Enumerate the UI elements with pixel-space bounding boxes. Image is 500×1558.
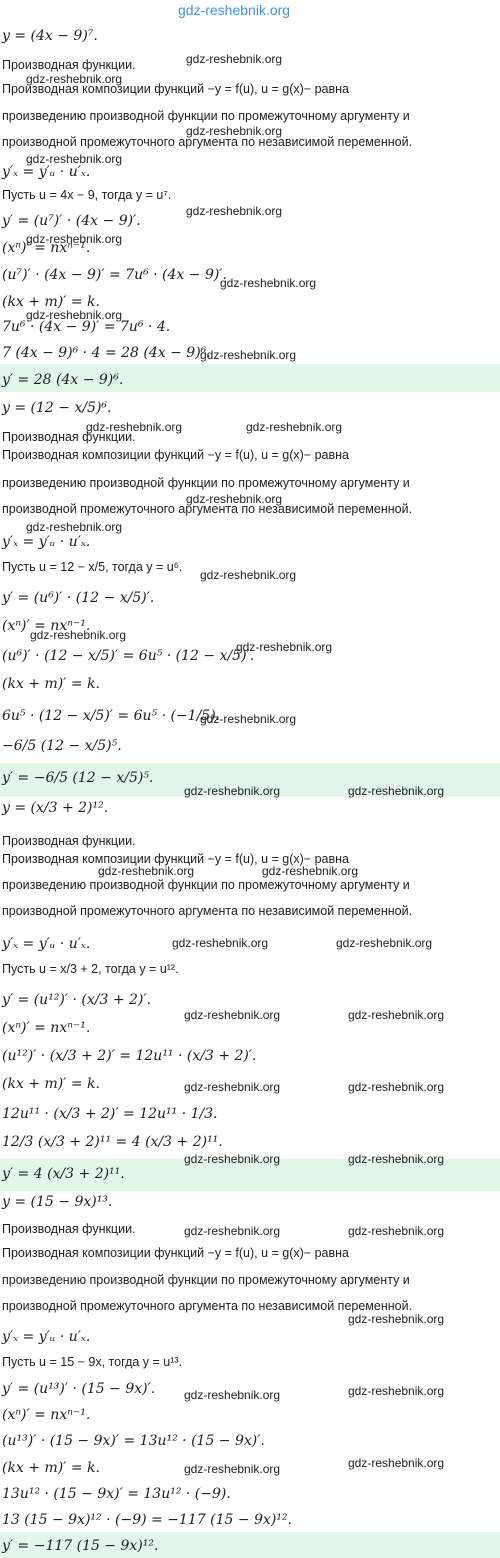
watermark-text: gdz-reshebnik.org [184,1008,281,1022]
watermark-text: gdz-reshebnik.org [86,420,183,434]
formula-line: y′ = (u¹²)′ · (x/3 + 2)′. [2,992,152,1008]
formula-line: y = (4x − 9)⁷. [2,28,98,44]
text-line: Производная композиции функций −y = f(u), u = g(x)− равна [2,82,349,96]
watermark-text: gdz-reshebnik.org [184,1224,281,1238]
formula-line: (u⁷)′ · (4x − 9)′ = 7u⁶ · (4x − 9)′. [2,267,227,283]
formula-line: y′ₓ = y′ᵤ · u′ₓ. [2,1329,91,1345]
watermark-text: gdz-reshebnik.org [26,72,123,86]
text-line: Производная функции. [2,58,136,72]
formula-line: 6u⁵ · (12 − x/5)′ = 6u⁵ · (−1/5). [2,708,221,724]
watermark-text: gdz-reshebnik.org [26,520,123,534]
watermark-text: gdz-reshebnik.org [184,1388,281,1402]
watermark-text: gdz-reshebnik.org [200,712,297,726]
watermark-text: gdz-reshebnik.org [246,420,343,434]
watermark-text: gdz-reshebnik.org [348,1008,445,1022]
watermark-text: gdz-reshebnik.org [184,784,281,798]
watermark-text: gdz-reshebnik.org [26,308,123,322]
text-line: произведению производной функции по промежуточному аргументу и [2,878,410,892]
formula-line: 12u¹¹ · (x/3 + 2)′ = 12u¹¹ · 1/3. [2,1106,218,1122]
text-line: Пусть u = 15 − 9x, тогда y = u¹³. [2,1355,183,1369]
formula-line: (kx + m)′ = k. [2,1460,100,1476]
watermark-text: gdz-reshebnik.org [186,52,283,66]
text-line: Производная функции. [2,834,136,848]
watermark-text: gdz-reshebnik.org [348,784,445,798]
formula-line: (kx + m)′ = k. [2,294,100,310]
formula-line: −6/5 (12 − x/5)⁵. [2,738,122,754]
text-line: Пусть u = x/3 + 2, тогда y = u¹². [2,962,179,976]
text-line: произведению производной функции по промежуточному аргументу и [2,476,410,490]
formula-line: (kx + m)′ = k. [2,676,100,692]
formula-line: 13 (15 − 9x)¹² · (−9) = −117 (15 − 9x)¹². [2,1512,292,1528]
watermark-text: gdz-reshebnik.org [184,1152,281,1166]
text-line: Производная функции. [2,430,136,444]
formula-line: 13u¹² · (15 − 9x)′ = 13u¹² · (−9). [2,1486,231,1502]
watermark-text: gdz-reshebnik.org [184,1462,281,1476]
formula-line: y = (15 − 9x)¹³. [2,1194,113,1210]
watermark-text: gdz-reshebnik.org [348,1312,445,1326]
watermark-text: gdz-reshebnik.org [200,568,297,582]
text-line: производной промежуточного аргумента по независимой переменной. [2,1299,413,1313]
formula-line: (u¹²)′ · (x/3 + 2)′ = 12u¹¹ · (x/3 + 2)′. [2,1048,257,1064]
watermark-text: gdz-reshebnik.org [26,152,123,166]
text-line: Производная функции. [2,1222,136,1236]
watermark-text: gdz-reshebnik.org [200,348,297,362]
formula-line: y = (x/3 + 2)¹². [2,800,109,816]
formula-line: y′ = (u⁷)′ · (4x − 9)′. [2,213,141,229]
text-line: Производная композиции функций −y = f(u), u = g(x)− равна [2,852,349,866]
watermark-text: gdz-reshebnik.org [262,864,359,878]
formula-line: (xⁿ)′ = nxⁿ⁻¹. [2,618,91,634]
watermark-text: gdz-reshebnik.org [98,864,195,878]
text-line: производной промежуточного аргумента по независимой переменной. [2,904,413,918]
watermark-text: gdz-reshebnik.org [220,276,317,290]
formula-line: (xⁿ)′ = nxⁿ⁻¹. [2,1020,91,1036]
formula-line: y′ = −117 (15 − 9x)¹². [2,1538,159,1554]
formula-line: y′ = 4 (x/3 + 2)¹¹. [2,1166,125,1182]
formula-line: 12/3 (x/3 + 2)¹¹ = 4 (x/3 + 2)¹¹. [2,1134,223,1150]
formula-line: y′ = (u¹³)′ · (15 − 9x)′. [2,1381,156,1397]
formula-line: (xⁿ)′ = nxⁿ⁻¹. [2,240,91,256]
formula-line: y′ = 28 (4x − 9)⁶. [2,372,124,388]
text-line: Пусть u = 4x − 9, тогда y = u⁷. [2,188,172,202]
formula-line: y′ₓ = y′ᵤ · u′ₓ. [2,936,91,952]
formula-line: y′ = −6/5 (12 − x/5)⁵. [2,770,154,786]
text-line: Пусть u = 12 − x/5, тогда y = u⁶. [2,560,183,574]
watermark-text: gdz-reshebnik.org [348,1224,445,1238]
watermark-text: gdz-reshebnik.org [348,1456,445,1470]
formula-line: (u¹³)′ · (15 − 9x)′ = 13u¹² · (15 − 9x)′. [2,1433,265,1449]
formula-line: y′ₓ = y′ᵤ · u′ₓ. [2,164,91,180]
watermark-text: gdz-reshebnik.org [336,936,433,950]
watermark-text: gdz-reshebnik.org [184,1080,281,1094]
formula-line: y′ₓ = y′ᵤ · u′ₓ. [2,534,91,550]
text-line: произведению производной функции по промежуточному аргументу и [2,109,410,123]
watermark-text: gdz-reshebnik.org [186,124,283,138]
formula-line: (u⁶)′ · (12 − x/5)′ = 6u⁵ · (12 − x/5)′. [2,648,255,664]
watermark-text: gdz-reshebnik.org [348,1384,445,1398]
formula-line: (xⁿ)′ = nxⁿ⁻¹. [2,1407,91,1423]
formula-line: 7u⁶ · (4x − 9)′ = 7u⁶ · 4. [2,319,171,335]
formula-line: y = (12 − x/5)⁶. [2,400,112,416]
watermark-text: gdz-reshebnik.org [186,204,283,218]
watermark-text: gdz-reshebnik.org [236,640,333,654]
formula-line: 7 (4x − 9)⁶ · 4 = 28 (4x − 9)⁶. [2,345,211,361]
text-line: Производная композиции функций −y = f(u), u = g(x)− равна [2,1246,349,1260]
watermark-text: gdz-reshebnik.org [348,1152,445,1166]
text-line: производной промежуточного аргумента по независимой переменной. [2,502,413,516]
page-header-site-name[interactable]: gdz-reshebnik.org [178,2,291,18]
text-line: произведению производной функции по промежуточному аргументу и [2,1273,410,1287]
text-line: Производная композиции функций −y = f(u), u = g(x)− равна [2,448,349,462]
watermark-text: gdz-reshebnik.org [348,1080,445,1094]
text-line: производной промежуточного аргумента по независимой переменной. [2,135,413,149]
watermark-text: gdz-reshebnik.org [30,628,127,642]
watermark-text: gdz-reshebnik.org [26,232,123,246]
formula-line: y′ = (u⁶)′ · (12 − x/5)′. [2,590,155,606]
watermark-text: gdz-reshebnik.org [172,936,269,950]
formula-line: (kx + m)′ = k. [2,1076,100,1092]
watermark-text: gdz-reshebnik.org [186,492,283,506]
